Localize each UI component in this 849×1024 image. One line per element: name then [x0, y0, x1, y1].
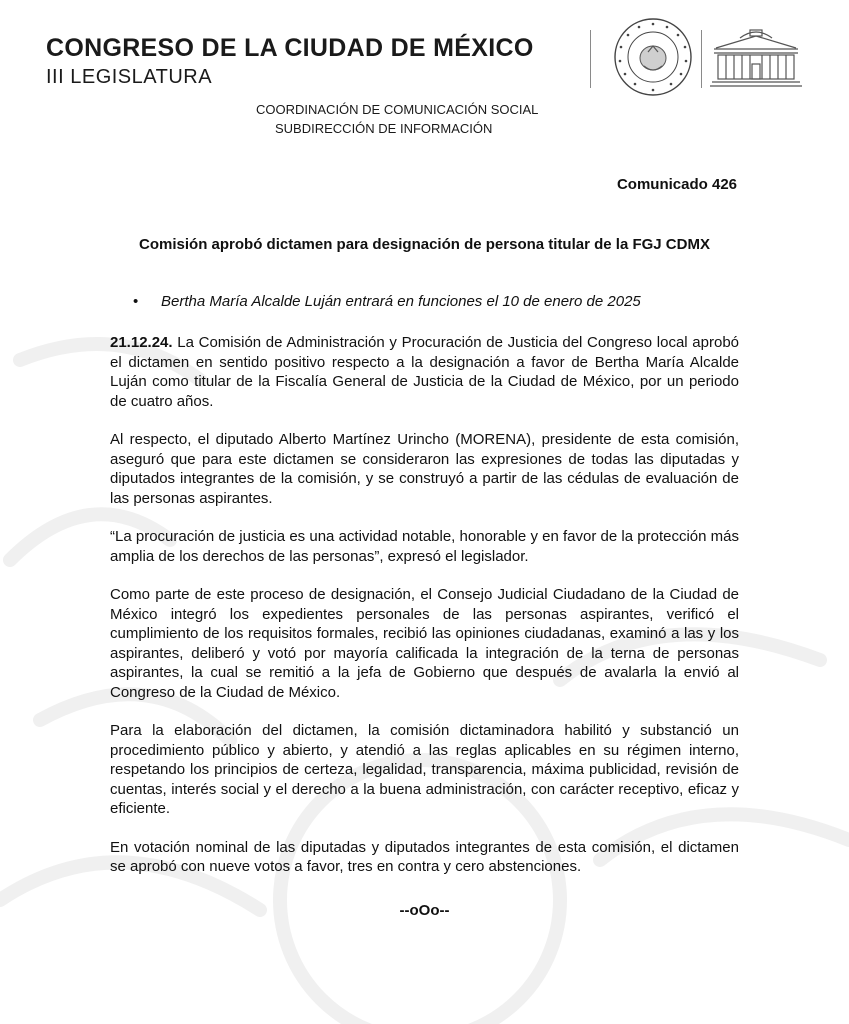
- org-title: CONGRESO DE LA CIUDAD DE MÉXICO: [46, 34, 534, 62]
- paragraph-text: La Comisión de Administración y Procuración de Justicia del Congreso local aprobó el dictamen en sentido positivo respecto a la designación a favor de Bertha María Alcalde Luján como titular de la Fiscalía General de Justicia de la Ciudad de México, por un periodo de cuatro años.: [110, 334, 739, 410]
- paragraph: En votación nominal de las diputadas y diputados integrantes de esta comisión, el dictamen se aprobó con nueve votos a favor, tres en contra y cero abstenciones.: [110, 838, 739, 875]
- department-line-1: COORDINACIÓN DE COMUNICACIÓN SOCIAL: [256, 102, 539, 117]
- paragraph: Como parte de este proceso de designación, el Consejo Judicial Ciudadano de la Ciudad de México integró los expedientes personales de las personas aspirantes, verificó el cumplimiento de los requisitos formales, recibió las opiniones ciudadanas, examinó a las y los aspirantes, deliberó y votó por mayoría calificada la integración de la terna de personas aspirantes, la cual se remitió a la jefa de Gobierno que después de avalarla la envió al Congreso de la Ciudad de México.: [110, 586, 739, 701]
- congress-building-icon: [710, 24, 802, 88]
- comunicado-number: Comunicado 426: [616, 176, 737, 193]
- paragraph: [110, 333, 739, 411]
- department-line-2: SUBDIRECCIÓN DE INFORMACIÓN: [275, 121, 493, 136]
- bullet-text: Bertha María Alcalde Luján entrará en funciones el 10 de enero de 2025: [161, 293, 641, 310]
- paragraph: Para la elaboración del dictamen, la comisión dictaminadora habilitó y substanció un procedimiento público y abierto, y atendió a las reglas aplicables en su régimen interno, respetando los principios de certeza, legalidad, transparencia, máxima publicidad, revisión de cuentas, interés social y el derecho a la buena administración, con carácter receptivo, eficaz y eficiente.: [110, 722, 739, 817]
- article-body: [110, 333, 739, 896]
- header-divider: [590, 30, 591, 88]
- dateline: 21.12.24.: [110, 334, 173, 351]
- paragraph: “La procuración de justicia es una actividad notable, honorable y en favor de la protección más amplia de los derechos de las personas”, expresó el legislador.: [110, 528, 739, 565]
- summary-bullet: [133, 293, 641, 310]
- org-subtitle: III LEGISLATURA: [46, 66, 213, 88]
- headline: Comisión aprobó dictamen para designación de persona titular de la FGJ CDMX: [139, 236, 710, 253]
- congress-seal-icon: [612, 16, 694, 98]
- closing-mark: --oOo--: [399, 902, 450, 919]
- bullet-icon: •: [133, 293, 139, 310]
- paragraph: Al respecto, el diputado Alberto Martínez Urincho (MORENA), presidente de esta comisión, aseguró que para este dictamen se consideraron las expresiones de todas las diputadas y diputados integrantes de la comisión, y se construyó a partir de las cédulas de evaluación de las personas aspirantes.: [110, 431, 739, 507]
- header-divider: [701, 30, 702, 88]
